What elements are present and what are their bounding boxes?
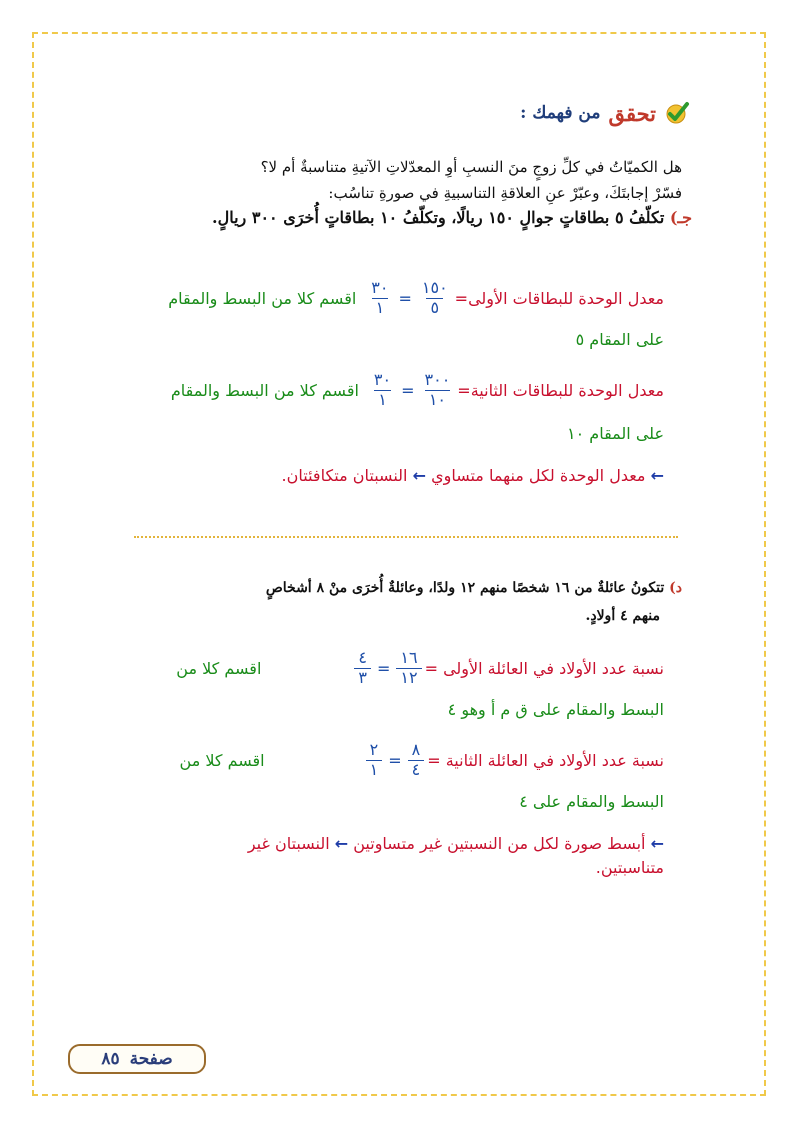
part-d-text-1: تتكونُ عائلةٌ من ١٦ شخصًا منهم ١٢ ولدًا، وعائلةٌ أُخرَى منْ ٨ أشخاصٍ <box>265 580 665 596</box>
left-arrow-icon: ← <box>650 834 664 853</box>
page-number-badge <box>68 1044 206 1074</box>
solution-d-line-1-note-cont: البسط والمقام على ق م أ وهو ٤ <box>447 700 664 719</box>
solution-d-conclusion-cont: متناسبتين. <box>595 858 664 877</box>
solution-d-line-2: نسبة عدد الأولاد في العائلة الثانية = $\frac{٨}{٤}$ = $\frac{٢}{١}$ اقسم كلا من <box>179 740 664 779</box>
fraction: $\frac{٣٠}{١}$ <box>373 370 392 409</box>
solution-c-line-1-label: معدل الوحدة للبطاقات الأولى= <box>454 288 664 308</box>
fraction: $\frac{١٥٠}{٥}$ <box>421 278 448 317</box>
fraction: $\frac{٣٠٠}{١٠}$ <box>424 370 451 409</box>
check-mark-icon <box>664 100 690 126</box>
solution-c-line-2-note-cont: على المقام ١٠ <box>567 424 664 443</box>
page-word: صفحة <box>129 1049 173 1069</box>
solution-c-conclusion: ← معدل الوحدة لكل منهما متساوي ← النسبتان متكافئتان. <box>281 466 664 485</box>
solution-d-line-2-note: اقسم كلا من <box>179 750 265 770</box>
fraction: $\frac{١٦}{١٢}$ <box>396 650 421 687</box>
left-arrow-icon: ← <box>650 466 664 485</box>
left-arrow-icon: ← <box>412 466 426 485</box>
part-c-statement <box>212 208 692 227</box>
part-d-statement <box>266 580 682 596</box>
part-c-text: تكلّفُ ٥ بطاقاتٍ جوالٍ ١٥٠ ريالًا، وتكلّفُ ١٠ بطاقاتٍ أُخرَى ٣٠٠ ريالٍ. <box>212 208 665 227</box>
solution-d-line-1-note: اقسم كلا من <box>176 658 262 678</box>
solution-d-line-1: نسبة عدد الأولاد في العائلة الأولى = $\frac{١٦}{١٢}$ = $\frac{٤}{٣}$ اقسم كلا من <box>176 648 664 687</box>
heading-title: تحقق <box>608 100 656 126</box>
check-understanding-heading <box>520 100 690 126</box>
question-intro-1: هل الكميّاتُ في كلِّ زوجٍ منَ النسبِ أوِ المعدّلاتِ الآتيةِ متناسبةٌ أم لا؟ <box>260 158 682 176</box>
part-d-text-2: منهم ٤ أولادٍ. <box>585 608 660 624</box>
fraction: $\frac{٣٠}{١}$ <box>371 278 389 317</box>
section-divider <box>134 536 678 538</box>
solution-d-line-1-label: نسبة عدد الأولاد في العائلة الأولى = <box>424 658 664 678</box>
solution-c-line-2-note: اقسم كلا من البسط والمقام <box>170 380 359 400</box>
solution-c-line-1-note-cont: على المقام ٥ <box>575 330 664 349</box>
fraction: $\frac{٢}{١}$ <box>366 742 383 779</box>
fraction: $\frac{٤}{٣}$ <box>354 650 371 687</box>
heading-subtitle: من فهمك : <box>520 103 601 123</box>
solution-c-line-1: معدل الوحدة للبطاقات الأولى= $\frac{١٥٠}{٥}$ = $\frac{٣٠}{١}$ اقسم كلا من البسط والمقام <box>168 278 664 317</box>
part-c-label: جـ) <box>669 208 692 227</box>
fraction: $\frac{٨}{٤}$ <box>408 742 425 779</box>
solution-d-conclusion: ← أبسط صورة لكل من النسبتين غير متساوتين ← النسبتان غير <box>247 834 664 853</box>
left-arrow-icon: ← <box>334 834 349 853</box>
solution-c-line-2: معدل الوحدة للبطاقات الثانية= $\frac{٣٠٠}{١٠}$ = $\frac{٣٠}{١}$ اقسم كلا من البسط والمقام <box>170 370 664 409</box>
part-d-label: د) <box>669 580 682 596</box>
solution-d-line-2-label: نسبة عدد الأولاد في العائلة الثانية = <box>427 750 664 770</box>
page-number: ٨٥ <box>101 1049 120 1069</box>
question-intro-2: فسّرْ إجابتَكَ، وعبّرْ عنِ العلاقةِ التناسبيةِ في صورةِ تناسُب: <box>328 184 682 202</box>
solution-d-line-2-note-cont: البسط والمقام على ٤ <box>519 792 664 811</box>
solution-c-line-1-note: اقسم كلا من البسط والمقام <box>168 288 357 308</box>
solution-c-line-2-label: معدل الوحدة للبطاقات الثانية= <box>457 380 664 400</box>
